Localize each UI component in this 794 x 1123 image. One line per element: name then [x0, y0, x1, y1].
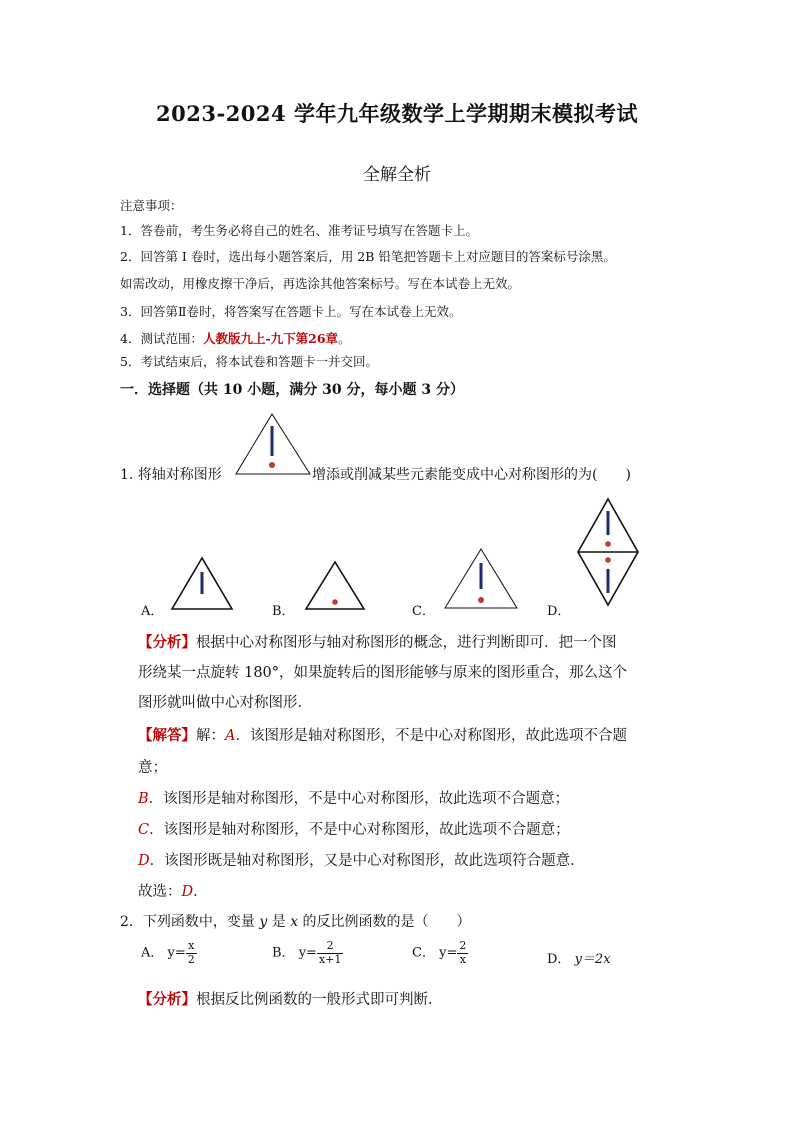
q1-option-a-figure — [170, 556, 234, 612]
analysis-tag: 【分析】 — [138, 634, 196, 651]
q1-answer-c: C．该图形是轴对称图形，不是中心对称图形，故此选项不合题意； — [138, 822, 570, 838]
q1-option-c-label: C． — [412, 604, 435, 619]
note-item-2b: 如需改动，用橡皮擦干净后，再选涂其他答案标号。写在本试卷上无效。 — [120, 276, 521, 291]
q2-option-a: A． y= $\frac{x}{2}$ — [141, 939, 195, 966]
q1-answer-b: B．该图形是轴对称图形，不是中心对称图形，故此选项不合题意； — [138, 791, 570, 807]
answer-tag: 【解答】 — [138, 727, 196, 744]
q1-analysis-line-2: 形绕某一点旋转 180°，如果旋转后的图形能够与原来的图形重合，那么这个 — [138, 665, 628, 681]
section-heading: 一．选择题（共 10 小题，满分 30 分，每小题 3 分） — [120, 382, 464, 398]
test-range: 人教版九上-九下第26章 — [202, 331, 339, 346]
fraction: $\frac{2}{x}$ — [459, 939, 467, 966]
q2-option-c: C． y= $\frac{2}{x}$ — [412, 939, 467, 966]
page-title: 2023-2024 学年九年级数学上学期期末模拟考试 — [156, 101, 638, 126]
fraction: $\frac{2}{x+1}$ — [318, 939, 342, 966]
q1-analysis-line-1: 【分析】根据中心对称图形与轴对称图形的概念，进行判断即可．把一个图 — [138, 634, 617, 651]
note-item-5: 5．考试结束后，将本试卷和答题卡一并交回。 — [120, 354, 378, 369]
note-item-2a: 2．回答第 I 卷时，选出每小题答案后，用 2B 铅笔把答题卡上对应题目的答案标号涂黑。 — [120, 249, 616, 264]
q1-answer-line-1: 【解答】解：A．该图形是轴对称图形，不是中心对称图形，故此选项不合题 — [138, 727, 627, 744]
q1-stem-before: 1. 将轴对称图形 — [120, 467, 222, 483]
note-item-1: 1．答卷前，考生务必将自己的姓名、准考证号填写在答题卡上。 — [120, 223, 478, 238]
note-item-4-prefix: 4．测试范围： — [120, 331, 203, 346]
q2-stem: 2．下列函数中，变量 y 是 x 的反比例函数的是（ ） — [120, 914, 471, 930]
q1-option-d-label: D． — [547, 604, 571, 619]
q1-option-d-figure — [576, 497, 640, 609]
q2-analysis: 【分析】根据反比例函数的一般形式即可判断． — [138, 991, 443, 1008]
note-item-3: 3．回答第Ⅱ卷时，将答案写在答题卡上。写在本试卷上无效。 — [120, 304, 462, 319]
q2-option-d: D． y＝2x — [547, 952, 611, 967]
q1-analysis-line-3: 图形就叫做中心对称图形． — [138, 695, 312, 711]
q1-option-b-label: B． — [272, 604, 295, 619]
q1-option-b-figure — [304, 560, 368, 612]
note-item-4 — [120, 329, 351, 347]
q1-stem-figure — [234, 412, 314, 478]
q1-option-c-figure — [443, 547, 521, 611]
analysis-tag: 【分析】 — [138, 991, 196, 1008]
notes-heading: 注意事项： — [120, 198, 183, 213]
q2-option-b: B． y= $\frac{2}{x+1}$ — [272, 939, 342, 966]
q1-stem-after: 增添或削减某些元素能变成中心对称图形的为( ) — [312, 467, 631, 483]
fraction: $\frac{x}{2}$ — [187, 939, 195, 966]
q1-answer-d: D．该图形既是轴对称图形，又是中心对称图形，故此选项符合题意． — [138, 853, 585, 869]
note-item-4-suffix: 。 — [338, 331, 351, 346]
q1-answer-line-2: 意； — [138, 760, 167, 776]
page-subtitle: 全解全析 — [363, 165, 431, 185]
q1-choice: 故选：D． — [138, 884, 208, 900]
q1-option-a-label: A． — [141, 604, 164, 619]
